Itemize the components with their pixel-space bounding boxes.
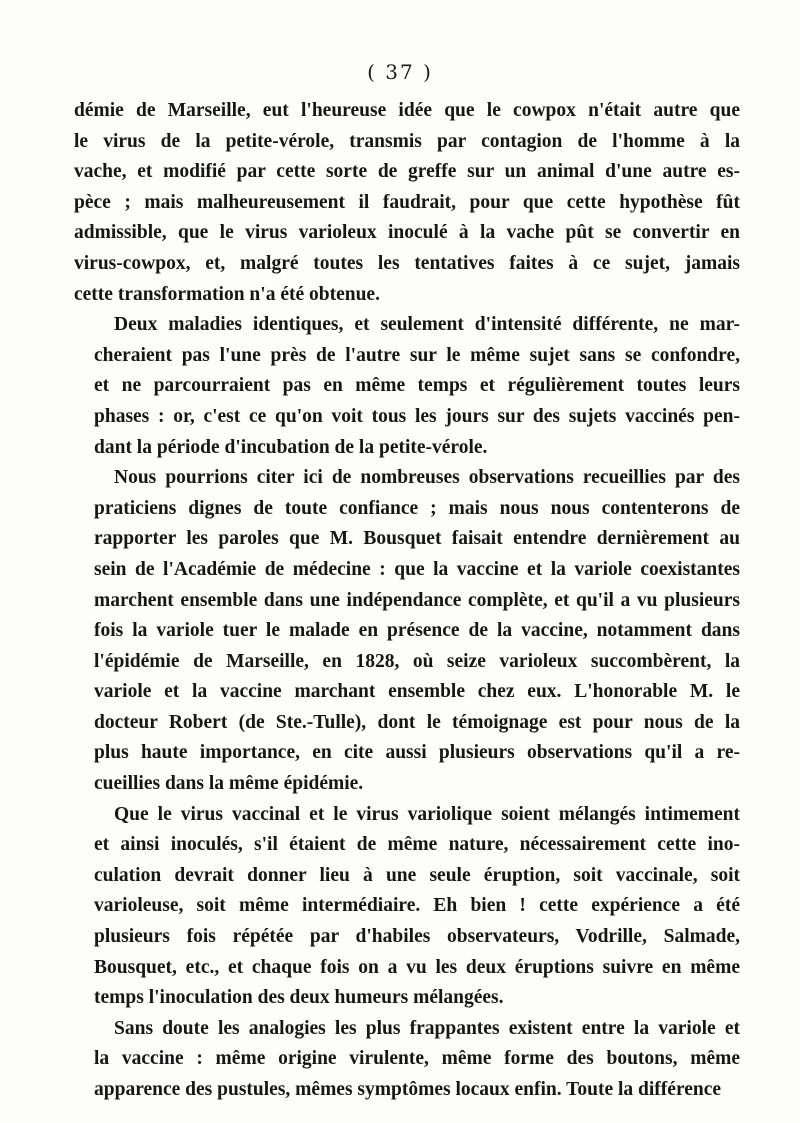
text-line: cheraient pas l'une près de l'autre sur le même sujet sans se confondre, (94, 344, 740, 366)
text-line: phases : or, c'est ce qu'on voit tous les jours sur des sujets vaccinés pen- (94, 405, 740, 427)
text-line: varioleuse, soit même intermédiaire. Eh bien ! cette expérience a été (94, 895, 740, 917)
text-line: l'épidémie de Marseille, en 1828, où seize varioleux succombèrent, la (94, 650, 740, 672)
text-line: et ne parcourraient pas en même temps et régulièrement toutes leurs (94, 375, 740, 397)
text-line: plusieurs fois répétée par d'habiles observateurs, Vodrille, Salmade, (94, 926, 740, 948)
paragraph (74, 463, 740, 800)
text-line: cueillies dans la même épidémie. (94, 773, 364, 795)
text-line: Que le virus vaccinal et le virus variolique soient mélangés intimement (114, 803, 740, 825)
text-line: praticiens dignes de toute confiance ; mais nous nous contenterons de (94, 497, 740, 519)
text-line: marchent ensemble dans une indépendance complète, et qu'il a vu plusieurs (94, 589, 740, 611)
text-line: Bousquet, etc., et chaque fois on a vu les deux éruptions suivre en même (94, 956, 740, 978)
text-line: la vaccine : même origine virulente, même forme des boutons, même (94, 1048, 740, 1070)
text-line: Deux maladies identiques, et seulement d'intensité différente, ne mar- (114, 314, 740, 336)
text-line: plus haute importance, en cite aussi plusieurs observations qu'il a re- (94, 742, 740, 764)
text-line: Sans doute les analogies les plus frappantes existent entre la variole et (114, 1017, 740, 1039)
text-line: variole et la vaccine marchant ensemble chez eux. L'honorable M. le (94, 681, 740, 703)
text-line: et ainsi inoculés, s'il étaient de même nature, nécessairement cette ino- (94, 834, 740, 856)
text-line: docteur Robert (de Ste.-Tulle), dont le témoignage est pour nous de la (94, 711, 740, 733)
text-line: démie de Marseille, eut l'heureuse idée que le cowpox n'était autre que (74, 100, 740, 121)
text-line: pèce ; mais malheureusement il faudrait, pour que cette hypothèse fût (74, 191, 740, 213)
text-line: sein de l'Académie de médecine : que la vaccine et la variole coexistantes (94, 558, 740, 580)
text-line: fois la variole tuer le malade en présence de la vaccine, notamment dans (94, 620, 740, 642)
text-line: admissible, que le virus varioleux inoculé à la vache pût se convertir en (74, 222, 740, 244)
page-number: ( 37 ) (367, 60, 433, 84)
text-line: Nous pourrions citer ici de nombreuses observations recueillies par des (114, 467, 740, 489)
text-line: vache, et modifié par cette sorte de greffe sur un animal d'une autre es- (74, 161, 740, 183)
text-line: rapporter les paroles que M. Bousquet faisait entendre dernièrement au (94, 528, 740, 550)
body-text (74, 96, 740, 1106)
text-line: le virus de la petite-vérole, transmis par contagion de l'homme à la (74, 130, 740, 152)
text-line: cette transformation n'a été obtenue. (74, 283, 380, 305)
paragraph (74, 310, 740, 463)
text-line: dant la période d'incubation de la petite-vérole. (94, 436, 488, 458)
text-line: temps l'inoculation des deux humeurs mélangées. (94, 987, 504, 1009)
paragraph (74, 1014, 740, 1106)
text-line: culation devrait donner lieu à une seule éruption, soit vaccinale, soit (94, 864, 740, 886)
paragraph (74, 800, 740, 1014)
text-line: apparence des pustules, mêmes symptômes locaux enfin. Toute la différence (94, 1079, 722, 1100)
text-line: virus-cowpox, et, malgré toutes les tentatives faites à ce sujet, jamais (74, 252, 740, 274)
paragraph (74, 96, 740, 310)
